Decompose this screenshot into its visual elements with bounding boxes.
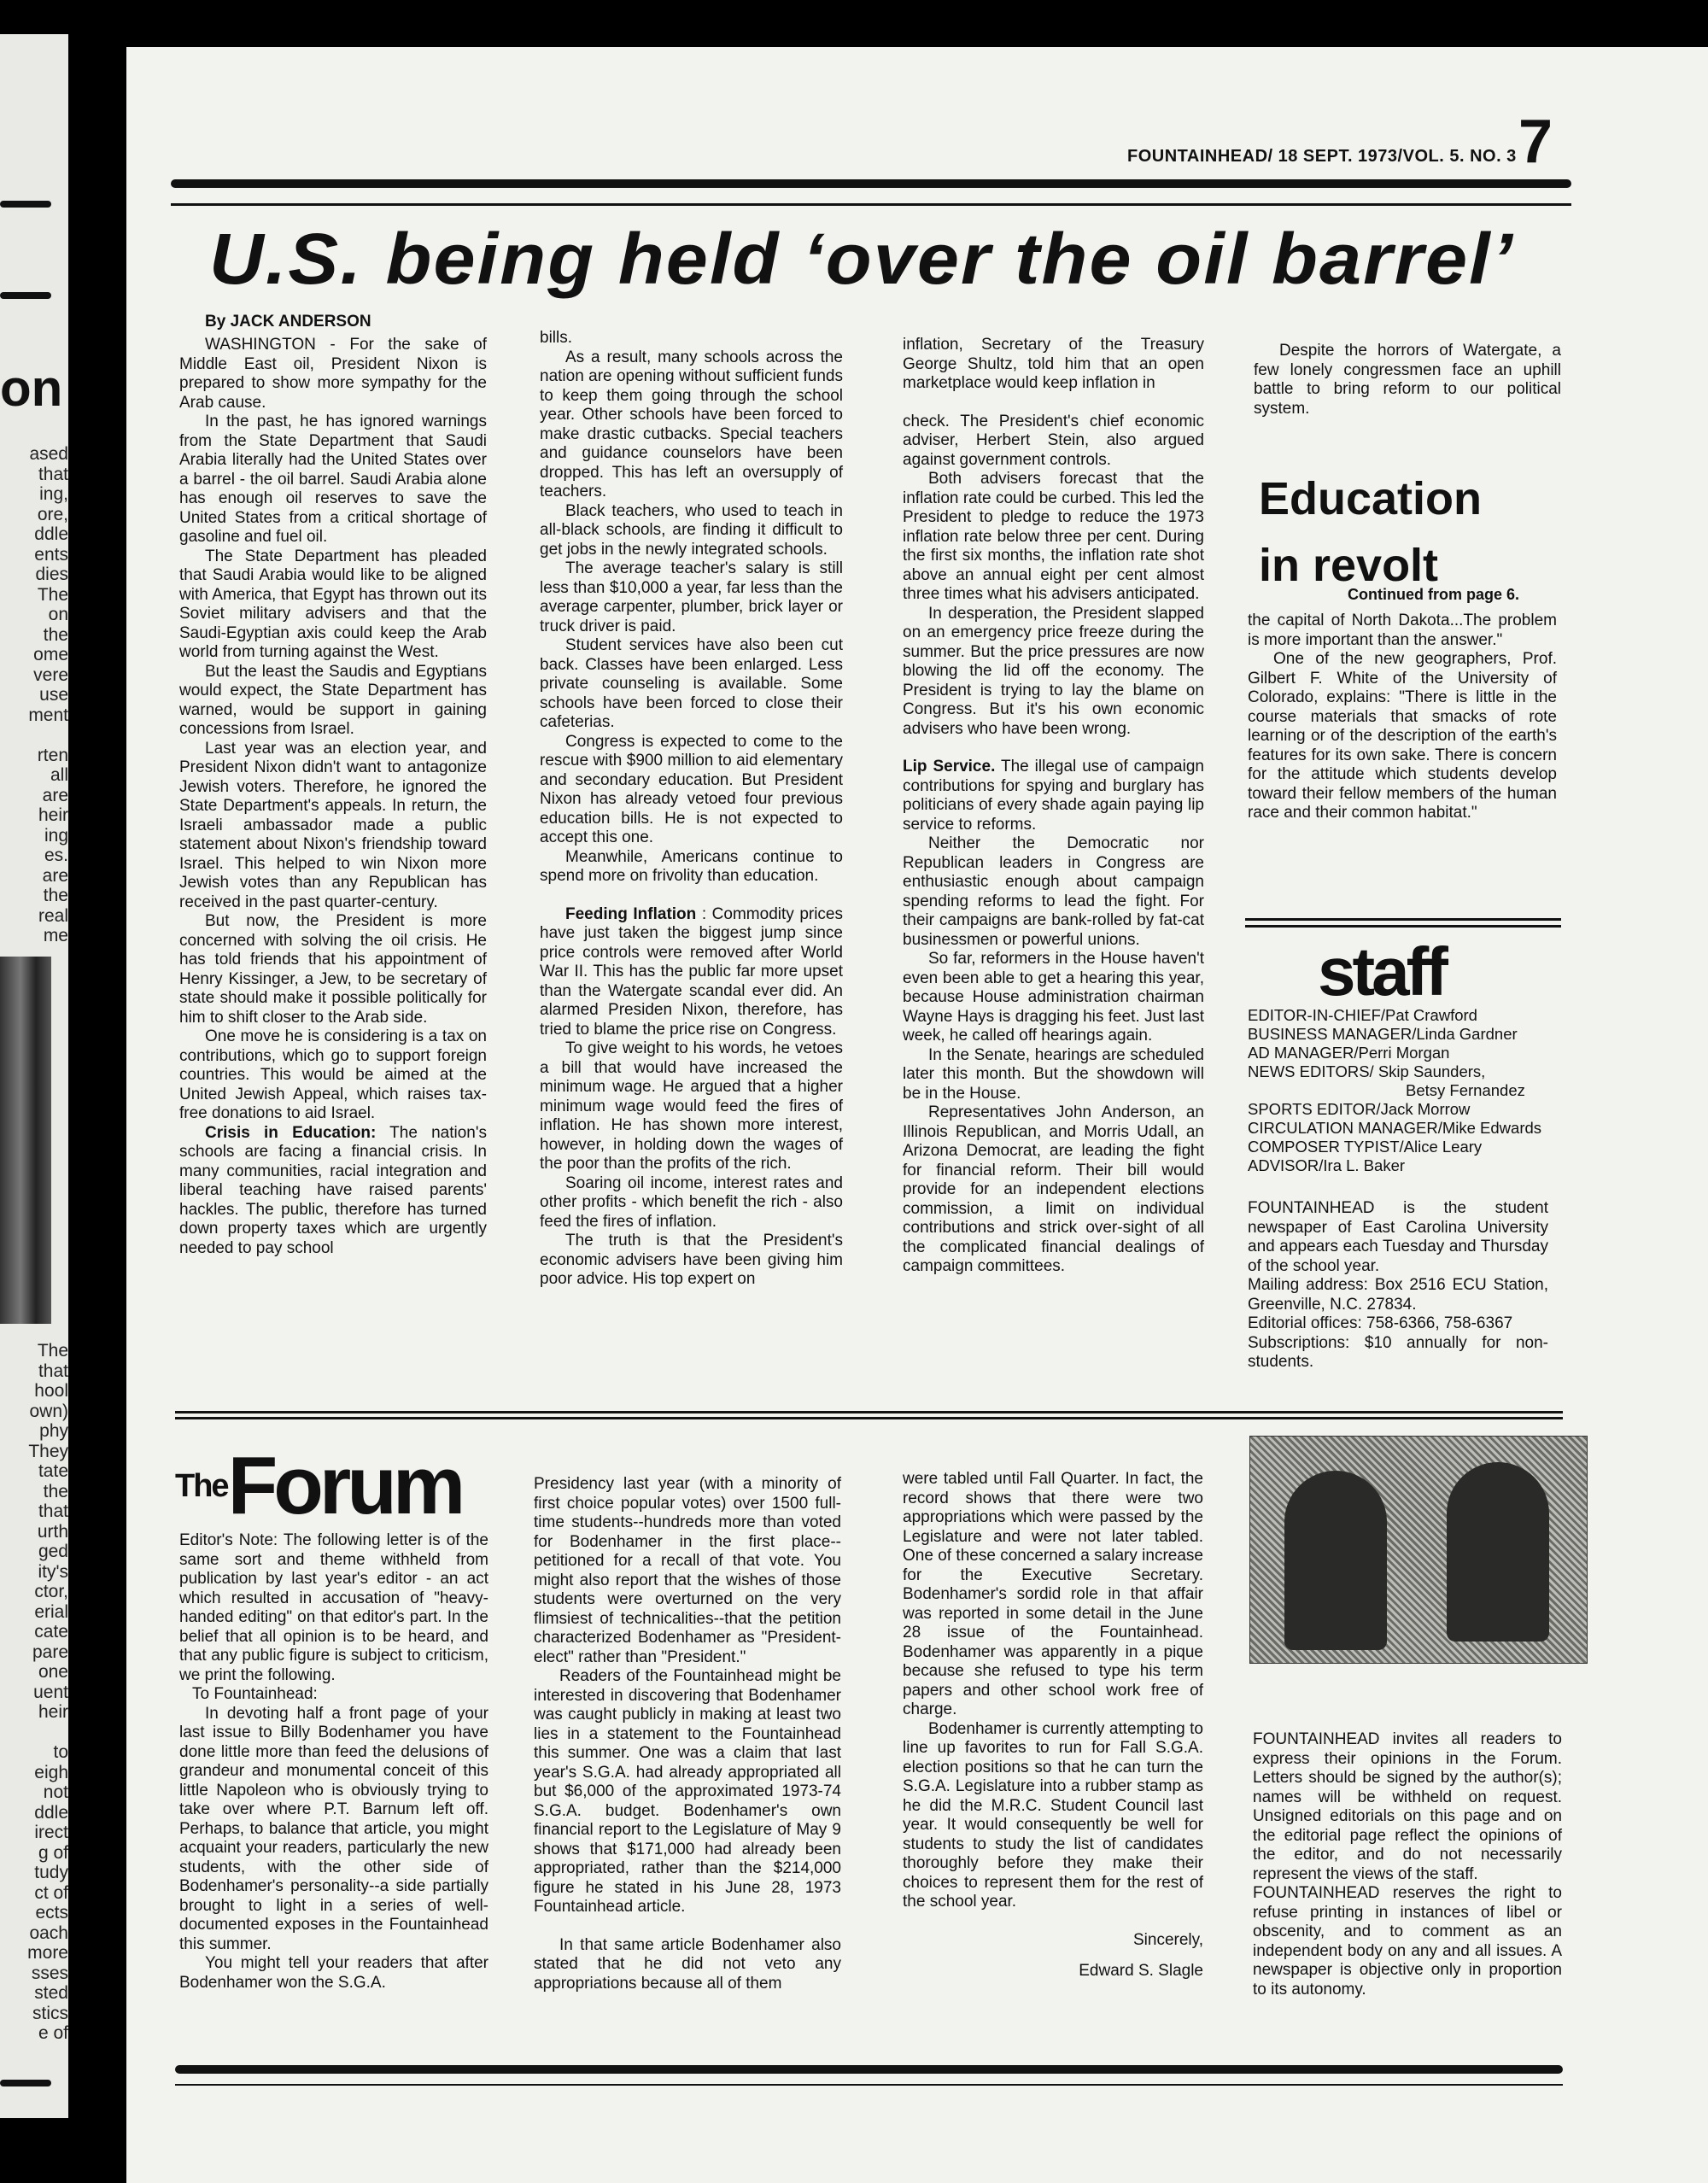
paragraph-text: The illegal use of campaign contributions for spying and burglary has politicians of every shade again paying lip service to reforms. [903,758,1204,834]
paragraph: Congress is expected to come to the rescue with $900 million to aid elementary and secondary education. But President Nixon has already vetoed four previous education bills. He is not expected to accept this one. [540,732,843,846]
page-number: 7 [1518,108,1553,176]
paragraph: Editorial offices: 758-6366, 758-6367 [1248,1314,1513,1332]
paragraph: Black teachers, who used to teach in all-black schools, are finding it difficult to get jobs in the newly integrated schools. [540,501,843,559]
wavy-rule [0,292,51,299]
subhead: Lip Service. [903,758,996,775]
cartoon-figure [1284,1471,1387,1650]
paragraph: In the past, he has ignored warnings from the State Department that Saudi Arabia literally had the United States over a barrel - the oil barrel. Saudi Arabia alone has enough oil reserves to save the United States from a critical shortage of gasoline and fuel oil. [179,413,487,546]
paragraph: FOUNTAINHEAD reserves the right to refuse printing in instances of libel or obscenity, and to comment as an independent body on any and all issues. A newspaper is objective only in proportion to its autonomy. [1253,1884,1562,1999]
paragraph-text: : Commodity prices have just taken the biggest jump since price controls were removed after World War II. This has the public far more upset than the Watergate scandal ever did. An alarmed Presiden Nixon, therefore, has tried to blame the price rise on Congress. [540,904,843,1039]
paragraph: were tabled until Fall Quarter. In fact, the record shows that there were two appropriations which were passed by the Legislature and were not later tabled. One of these concerned a salary increase for the Executive Secretary. Bodenhamer's sordid role in that affair was reported in some detail in the June 28 issue of the Fountainhead. Bodenhamer was apparently in a pique because she refused to type his term papers and other school work free of charge. [903,1470,1203,1718]
wavy-rule [0,201,51,208]
forum-column-1 [179,1531,488,1993]
previous-page-heading: on [0,360,63,417]
paragraph: FOUNTAINHEAD invites all readers to express their opinions in the Forum. Letters should be signed by the author(s); names will be withheld on request. Unsigned editorials on this page and on the editorial page reflect the opinions of the editor, and do not necessarily represent the views of the staff. [1253,1730,1562,1883]
forum-heading-word: Forum [227,1440,462,1531]
paragraph: But the least the Saudis and Egyptians would expect, the State Department has warned, would be support in gaining concessions from Israel. [179,662,487,738]
paragraph: The average teacher's salary is still less than $10,000 a year, far less than the average carpenter, plumber, brick layer or truck driver is paid. [540,559,843,635]
previous-page-text: ased that ing, ore, ddle ents dies The on the ome vere use ment rten all are heir ing es. are the real me [28,444,68,945]
cartoon-figure [1447,1462,1549,1642]
staff-entry: CIRCULATION MANAGER/Mike Edwards [1248,1119,1542,1137]
staff-entry: Betsy Fernandez [1406,1081,1525,1099]
continued-note: Continued from page 6. [1348,586,1520,603]
forum-column-2 [534,1475,841,1993]
paragraph [540,905,843,1040]
paragraph: the capital of North Dakota...The problem is more important than the answer." [1248,612,1557,649]
staff-entry: EDITOR-IN-CHIEF/Pat Crawford [1248,1006,1477,1024]
letter-signature: Edward S. Slagle [1079,1962,1203,1980]
paragraph: Readers of the Fountainhead might be interested in discovering that Bodenhamer was caught publicly in making at least two lies in a statement to the Fountainhead this summer. One was a claim that last year's S.G.A. had already appropriated all but $6,000 of the approximated 1973-74 S.G.A. budget. Bodenhamer's own financial report to the Legislature of May 9 shows that $171,000 had already been appropriated, rather than the $214,000 figure he stated in his June 28, 1973 Fountainhead article. [534,1667,841,1916]
education-headline [1259,465,1482,599]
rule [175,2084,1563,2086]
paragraph: In the Senate, hearings are scheduled later this month. But the showdown will be in the House. [903,1045,1204,1103]
forum-heading-the: The [175,1468,228,1504]
paragraph: Subscriptions: $10 annually for non-students. [1248,1333,1548,1371]
paragraph: Despite the horrors of Watergate, a few lonely congressmen face an uphill battle to bring reform to our political system. [1254,342,1561,418]
rule [1245,918,1561,921]
wavy-rule [0,2080,51,2086]
article-column-2 [540,329,843,1290]
staff-entry: ADVISOR/Ira L. Baker [1248,1156,1406,1174]
paragraph: WASHINGTON - For the sake of Middle East oil, President Nixon is prepared to show more sympathy for the Arab cause. [179,336,487,412]
paragraph: One of the new geographers, Prof. Gilbert F. White of the University of Colorado, explains: "There is little in the course materials that smacks of rote learning or of the description of the earth's features for its own sake. There is concern for the attitude which students develop toward their fellow members of the human race and their common habitat." [1248,650,1557,822]
wavy-rule [171,179,1571,188]
article-column-3 [903,336,1204,1277]
byline: By JACK ANDERSON [205,313,371,331]
forum-column-3 [903,1470,1203,1981]
paragraph: Meanwhile, Americans continue to spend more on frivolity than education. [540,847,843,885]
paragraph: inflation, Secretary of the Treasury George Shultz, told him that an open marketplace would keep inflation in [903,336,1204,392]
headline-line: in revolt [1259,540,1439,591]
forum-policy [1253,1730,1562,1999]
paragraph: Student services have also been cut back. Classes have been enlarged. Less private counseling is available. Some schools have been forced to close their cafeterias. [540,636,843,731]
paragraph: The truth is that the President's economic advisers have been giving him poor advice. His top expert on [540,1232,843,1288]
masthead-line: FOUNTAINHEAD/ 18 SEPT. 1973/VOL. 5. NO. 3 [1127,147,1517,166]
forum-heading [175,1440,462,1531]
previous-page-photo [0,957,51,1324]
staff-info [1248,1199,1548,1372]
staff-entry: SPORTS EDITOR/Jack Morrow [1248,1100,1471,1118]
paragraph: Bodenhamer is currently attempting to line up favorites to run for Fall S.G.A. election positions so that he can turn the S.G.A. Legislature into a rubber stamp as he did the M.R.C. Student Council last year. It would consequently be well for students to study the list of candidates thoroughly before they make their choices to represent them for the rest of the school year. [903,1719,1203,1911]
paragraph: In that same article Bodenhamer also stated that he did not veto any appropriations because all of them [534,1935,841,1993]
paragraph: One move he is considering is a tax on contributions, which go to support foreign countries. This would be aimed at the United Jewish Appeal, which raises tax-free donations to aid Israel. [179,1027,487,1122]
paragraph: Last year was an election year, and President Nixon didn't want to antagonize Jewish voters. Therefore, he ignored the State Department's appeals. In return, the Israeli ambassador made a public statement about Nixon's friendship toward Israel. This helped to win Nixon more Jewish votes than any Republican has received in the past quarter-century. [179,739,487,911]
paragraph: bills. [540,329,573,347]
paragraph: You might tell your readers that after Bodenhamer won the S.G.A. [179,1954,488,1992]
paragraph: But now, the President is more concerned with solving the oil crisis. He has told friends that his appointment of Henry Kissinger, a Jew, to be secretary of state should make it possible politically for him to shift closer to the Arab side. [179,912,487,1027]
letter-sign-off: Sincerely, [1132,1930,1203,1949]
rule [1245,925,1561,928]
subhead: Crisis in Education: [205,1123,377,1142]
paragraph: Soaring oil income, interest rates and other profits - which benefit the rich - also feed the fires of inflation. [540,1173,843,1231]
paragraph: So far, reformers in the House haven't even been able to get a hearing this year, because House administration chairman Wayne Hays is dragging his feet. Just last week, he called off hearings again. [903,950,1204,1045]
staff-entry: AD MANAGER/Perri Morgan [1248,1044,1450,1062]
staff-heading: staff [1318,933,1445,1010]
paragraph: In desperation, the President slapped on an emergency price freeze during the summer. But the price pressures are now blowing the lid off the economy. The President is trying to lay the blame on Congress. But it's his own economic advisers who have been wrong. [903,604,1204,738]
staff-entry: COMPOSER TYPIST/Alice Leary [1248,1138,1483,1156]
paragraph [903,758,1204,834]
paragraph: The State Department has pleaded that Saudi Arabia would like to be aligned with America, that Egypt has thrown out its Soviet military advisers and that the Saudi-Egyptian axis could keep the Arab world from turning against the West. [179,547,487,661]
article-column-4 [1254,342,1561,418]
paragraph: In devoting half a front page of your last issue to Billy Bodenhamer you have done little more than feed the delusions of grandeur and monumental conceit of this little Napoleon who is obviously trying to take over where P.T. Barnum left off. Perhaps, to balance that article, you might acquaint your readers, particularly the new students, with the other side of Bodenhamer's personality--a side partially brought to light in a series of well-documented exposes in the Fountainhead this summer. [179,1704,488,1953]
paragraph-text: The nation's schools are facing a financial crisis. In many communities, racial integration and liberal teaching have raised parents' hackles. The public, therefore has turned down property taxes which are urgently needed to pay school [179,1123,487,1257]
wavy-rule [175,2065,1563,2074]
paragraph: Editor's Note: The following letter is of the same sort and theme withheld from publication by last year's editor - an act which resulted in accusation of "heavy-handed editing" on that editor's part. In the belief that all opinion is to be heard, and that any public figure is subject to criticism, we print the following. [179,1531,488,1684]
rule [175,1417,1563,1419]
paragraph: Mailing address: Box 2516 ECU Station, Greenville, N.C. 27834. [1248,1276,1548,1314]
education-body [1248,612,1557,823]
paragraph: Neither the Democratic nor Republican leaders in Congress are enthusiastic enough about campaign spending reforms to lead the fight. For their campaigns are bank-rolled by fat-cat businessmen or powerful unions. [903,834,1204,949]
paragraph: Representatives John Anderson, an Illinois Republican, and Morris Udall, an Arizona Democrat, are leading the fight for financial reform. Their bill would provide for an independent elections commission, a limit on individual contributions and strick over-sight of all the complicated financial dealings of campaign committees. [903,1103,1204,1275]
previous-page-strip [0,34,68,2118]
rule [175,1411,1563,1413]
staff-entry: BUSINESS MANAGER/Linda Gardner [1248,1025,1518,1043]
paragraph: check. The President's chief economic adviser, Herbert Stein, also argued against government controls. [903,412,1204,469]
staff-list [1248,1006,1572,1175]
article-headline: U.S. being held ‘over the oil barrel’ [209,219,1515,299]
paragraph: To give weight to his words, he vetoes a bill that would have increased the minimum wage. He argued that a higher minimum wage would feed the fires of inflation. He has shown more interest, however, in holding down the wages of the poor than the profits of the rich. [540,1039,843,1173]
article-column-1 [179,336,487,1258]
headline-line: Education [1259,473,1483,524]
paragraph: As a result, many schools across the nation are opening without sufficient funds to keep them going through the school year. Other schools have been forced to make drastic cutbacks. Special teachers and guidance counselors have been dropped. This has left an oversupply of teachers. [540,348,843,500]
paragraph: To Fountainhead: [192,1685,318,1703]
rule [171,203,1571,206]
paragraph: Both advisers forecast that the inflation rate could be curbed. This led the President to pledge to reduce the 1973 inflation rate below three per cent. During the first six months, the inflation rate shot above an annual eight per cent almost three times what his advisers anticipated. [903,470,1204,603]
paragraph [179,1124,487,1259]
staff-entry: NEWS EDITORS/ Skip Saunders, [1248,1062,1486,1080]
editorial-cartoon-illustration [1249,1436,1588,1664]
paragraph: FOUNTAINHEAD is the student newspaper of East Carolina University and appears each Tuesday and Thursday of the school year. [1248,1199,1548,1275]
paragraph: Presidency last year (with a minority of first choice popular votes) over 1500 full-time students--hundreds more than voted for Bodenhamer in the first place--petitioned for a recall of that vote. You might also report that the wishes of those students were overturned on the very flimsiest of technicalities--that the petition characterized Bodenhamer as "President-elect" rather than "President." [534,1475,841,1666]
subhead: Feeding Inflation [565,904,697,923]
previous-page-text: The that hool own) phy They tate the that urth ged ity's ctor, erial cate pare one uent heir to eigh not ddle irect g of tudy ct of ects oach more sses sted stics e of [27,1341,68,2043]
